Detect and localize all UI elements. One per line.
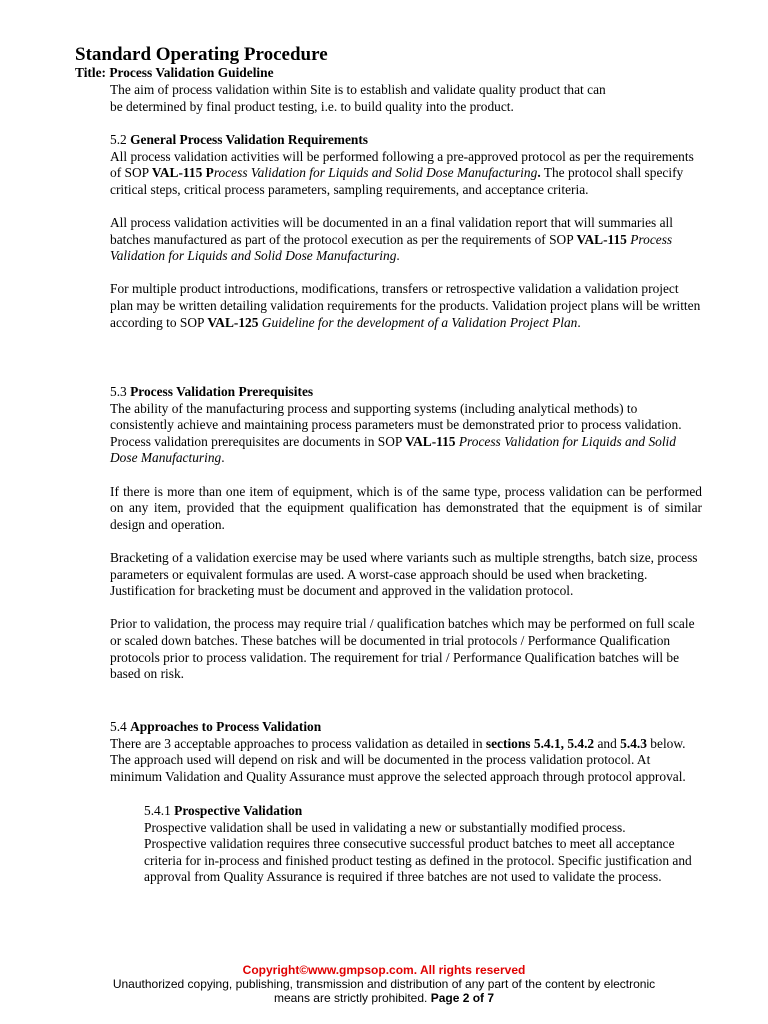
intro-paragraph <box>110 82 702 115</box>
paragraph: Prospective validation shall be used in validating a new or substantially modified process. <box>144 819 626 835</box>
paragraph <box>110 736 702 786</box>
text: . <box>537 165 541 181</box>
text: All process validation activities will be documented in an a final validation report that will summaries all batches manufactured as part of the protocol execution as per the requirements of SOP <box>110 214 674 247</box>
section-number: 5.2 <box>110 132 131 147</box>
text: For multiple product introductions, modifications, transfers or retrospective validation a validation project plan may be written detailing validation requirements for the products. Validation project plans will be written according to SOP <box>110 281 701 330</box>
page-footer <box>0 963 768 1005</box>
text: There are 3 acceptable approaches to process validation as detailed in <box>110 735 486 751</box>
text: P <box>202 165 214 181</box>
section-5-3 <box>110 384 702 683</box>
text: . <box>577 314 581 330</box>
section-heading-text: General Process Validation Requirements <box>130 132 369 147</box>
section-number: 5.4 <box>110 719 131 734</box>
section-5-4-1 <box>144 803 704 886</box>
sop-reference: VAL-125 <box>207 314 259 330</box>
text: and <box>594 735 621 751</box>
sop-title: Guideline for the development of a Validation Project Plan <box>258 314 578 330</box>
text: The ability of the manufacturing process and supporting systems (including analytical methods) to consistently achieve and maintaining process parameters must be demonstrated prior to process validation. Process validation prerequisites are documents in SOP <box>110 400 682 449</box>
sop-title: Process Validation for Liquids and Solid Dose Manufacturing <box>110 231 673 264</box>
section-heading-text: Approaches to Process Validation <box>130 719 322 734</box>
page-number: Page 2 of 7 <box>430 991 495 1005</box>
section-heading-text: Prospective Validation <box>174 803 303 818</box>
sop-title: Process Validation for Liquids and Solid Dose Manufacturing <box>110 433 676 466</box>
section-number: 5.3 <box>110 384 131 399</box>
paragraph: Prospective validation requires three consecutive successful product batches to meet all acceptance criteria for in-process and finished product testing as defined in the protocol. Specific justification and approval from Quality Assurance is required if three batches are not used to validate the process. <box>144 836 692 885</box>
section-5-2 <box>110 132 702 331</box>
paragraph <box>110 281 702 331</box>
copyright-notice: Copyright©www.gmpsop.com. All rights reserved <box>242 963 526 977</box>
document-subtitle: Title: Process Validation Guideline <box>75 65 274 80</box>
footer-notice-text: means are strictly prohibited. <box>273 991 431 1005</box>
section-heading-text: Process Validation Prerequisites <box>130 384 314 399</box>
paragraph <box>110 215 702 265</box>
sop-reference: VAL-115 <box>405 433 456 449</box>
paragraph: Bracketing of a validation exercise may be used where variants such as multiple strengths, batch size, process parameters or equivalent formulas are used. A worst-case approach should be used when bracketing. Justification for bracketing must be document and approved in the validation protocol. <box>110 549 698 599</box>
document-header <box>75 45 328 81</box>
text: The protocol shall specify critical steps, critical process parameters, sampling requirements, and acceptance criteria. <box>110 165 684 197</box>
section-reference: 5.4.3 <box>620 735 647 751</box>
section-number: 5.4.1 <box>144 803 175 818</box>
sop-reference: VAL-115 <box>151 165 203 181</box>
text: . <box>221 450 225 466</box>
section-heading-5-4 <box>110 719 702 736</box>
section-5-4 <box>110 719 702 785</box>
section-heading-5-4-1 <box>144 803 704 820</box>
paragraph: Prior to validation, the process may require trial / qualification batches which may be performed on full scale or scaled down batches. These batches will be documented in trial protocols / Performance Qualification protocols prior to process validation. The requirement for trial / Performance Qualification batches will be based on risk. <box>110 616 695 682</box>
page-title: Standard Operating Procedure <box>75 44 328 65</box>
intro-line-2: be determined by final product testing, i.e. to build quality into the product. <box>110 98 514 114</box>
footer-notice-line-2 <box>0 991 768 1005</box>
section-heading-5-3 <box>110 384 702 401</box>
sop-reference: VAL-115 <box>576 231 627 247</box>
sop-title: rocess Validation for Liquids and Solid Dose Manufacturing <box>213 165 538 181</box>
text: . <box>396 248 400 264</box>
paragraph <box>110 149 702 199</box>
footer-notice-line-1: Unauthorized copying, publishing, transmission and distribution of any part of the content by electronic <box>112 977 656 991</box>
section-heading-5-2 <box>110 132 702 149</box>
intro-line-1: The aim of process validation within Site is to establish and validate quality product that can <box>110 82 606 97</box>
paragraph <box>110 401 702 467</box>
text: below. The approach used will depend on risk and will be documented in the process validation protocol. At minimum Validation and Quality Assurance must approve the selected approach through protocol approval. <box>110 735 686 784</box>
paragraph: If there is more than one item of equipment, which is of the same type, process validation can be performed on any item, provided that the equipment qualification has demonstrated that the equipment is of similar design and operation. <box>110 483 702 532</box>
section-reference: sections 5.4.1, 5.4.2 <box>485 735 595 751</box>
text: All process validation activities will be performed following a pre-approved protocol as per the requirements of SOP <box>110 148 694 181</box>
